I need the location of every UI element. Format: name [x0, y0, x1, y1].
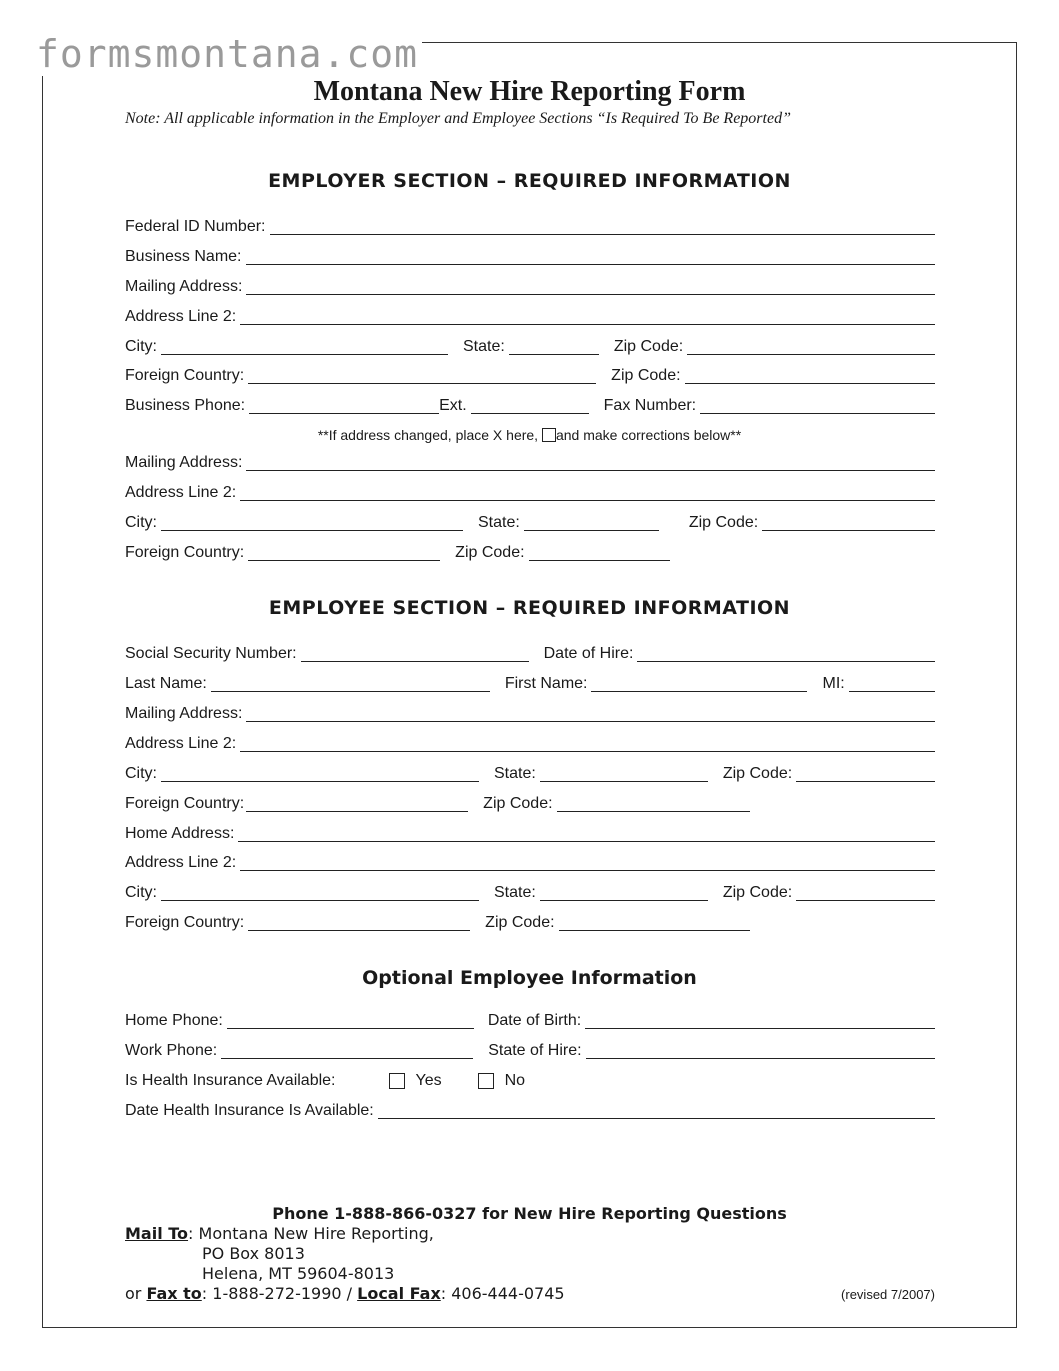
ssn-field[interactable] [301, 661, 529, 662]
employer-new-mailing-address-field[interactable] [246, 470, 935, 471]
employee-home-zip-field[interactable] [796, 900, 935, 901]
local-fax-number: : 406-444-0745 [440, 1284, 565, 1303]
health-insurance-no-label: No [504, 1072, 526, 1089]
fax-number-label: Fax Number: [603, 397, 697, 414]
health-insurance-label: Is Health Insurance Available: [125, 1072, 336, 1089]
employer-business-name-row [125, 245, 935, 267]
employer-new-foreign-zip-field[interactable] [529, 560, 670, 561]
mail-to-address-line1: : Montana New Hire Reporting, [188, 1224, 434, 1243]
employee-mailing-line2-label: Address Line 2: [125, 735, 237, 752]
employer-mailing-address-row [125, 275, 935, 297]
employer-new-foreign-zip-label: Zip Code: [455, 544, 525, 561]
employee-ssn-row [125, 642, 935, 664]
employee-mailing-address-label: Mailing Address: [125, 705, 243, 722]
employee-home-foreign-row [125, 911, 750, 933]
employer-new-foreign-country-label: Foreign Country: [125, 544, 245, 561]
employer-address-line2-field[interactable] [240, 324, 935, 325]
mail-to-line [125, 1224, 434, 1243]
mail-to-address-line2: PO Box 8013 [202, 1244, 305, 1263]
work-phone-field[interactable] [221, 1058, 473, 1059]
employer-new-state-label: State: [478, 514, 520, 531]
employer-federal-id-row [125, 215, 935, 237]
employee-home-line2-row [125, 851, 935, 873]
employer-new-city-field[interactable] [161, 530, 463, 531]
employee-mailing-line2-row [125, 732, 935, 754]
employer-new-mailing-address-row [125, 451, 935, 473]
employer-foreign-country-field[interactable] [248, 383, 596, 384]
employer-foreign-zip-field[interactable] [685, 383, 935, 384]
state-of-hire-label: State of Hire: [488, 1042, 582, 1059]
employee-mailing-city-label: City: [125, 765, 157, 782]
employee-mailing-zip-field[interactable] [796, 781, 935, 782]
employer-state-label: State: [463, 338, 505, 355]
employer-foreign-zip-label: Zip Code: [611, 367, 681, 384]
employee-home-line2-field[interactable] [240, 870, 935, 871]
employee-mailing-state-field[interactable] [540, 781, 708, 782]
ext-field[interactable] [471, 413, 589, 414]
address-change-note [0, 427, 1059, 443]
date-of-hire-label: Date of Hire: [543, 645, 634, 662]
home-phone-field[interactable] [227, 1028, 474, 1029]
mi-label: MI: [822, 675, 845, 692]
health-insurance-yes-checkbox[interactable] [389, 1073, 405, 1089]
employee-mailing-address-field[interactable] [246, 721, 935, 722]
employee-mailing-foreign-row [125, 792, 750, 814]
address-change-text-after: and make corrections below** [555, 427, 742, 443]
employer-new-city-label: City: [125, 514, 157, 531]
employer-zip-label: Zip Code: [613, 338, 684, 355]
address-change-text-before: **If address changed, place X here, [317, 427, 542, 443]
employee-home-foreign-zip-field[interactable] [559, 930, 750, 931]
employee-mailing-state-label: State: [494, 765, 536, 782]
address-changed-checkbox[interactable] [542, 428, 556, 442]
optional-work-phone-row [125, 1039, 935, 1061]
employer-city-row [125, 335, 935, 357]
date-of-birth-label: Date of Birth: [487, 1012, 582, 1029]
employee-home-foreign-field[interactable] [248, 930, 470, 931]
employee-mailing-city-field[interactable] [161, 781, 479, 782]
date-of-hire-field[interactable] [637, 661, 935, 662]
health-insurance-yes-label: Yes [415, 1072, 442, 1089]
employer-new-zip-field[interactable] [762, 530, 935, 531]
fax-to-number: : 1-888-272-1990 / [201, 1284, 358, 1303]
employee-mailing-city-row [125, 762, 935, 784]
employer-address-line2-label: Address Line 2: [125, 308, 237, 325]
date-of-birth-field[interactable] [585, 1028, 935, 1029]
mi-field[interactable] [849, 691, 935, 692]
employee-home-city-row [125, 881, 935, 903]
employer-zip-field[interactable] [687, 354, 935, 355]
home-phone-label: Home Phone: [125, 1012, 223, 1029]
optional-home-phone-row [125, 1009, 935, 1031]
employee-home-foreign-label: Foreign Country: [125, 914, 245, 931]
form-note: Note: All applicable information in the Employer and Employee Sections “Is Required To Be Reported” [125, 110, 791, 127]
health-insurance-no-checkbox[interactable] [478, 1073, 494, 1089]
phone-questions: Phone 1-888-866-0327 for New Hire Reporting Questions [272, 1204, 787, 1223]
employee-mailing-foreign-zip-field[interactable] [557, 811, 750, 812]
employer-mailing-address-field[interactable] [246, 294, 935, 295]
employee-home-state-field[interactable] [540, 900, 708, 901]
employee-home-state-label: State: [494, 884, 536, 901]
employer-address-line2-row [125, 305, 935, 327]
fax-to-label: Fax to [146, 1284, 202, 1303]
work-phone-label: Work Phone: [125, 1042, 218, 1059]
employer-state-field[interactable] [509, 354, 599, 355]
home-address-label: Home Address: [125, 825, 235, 842]
employee-home-line2-label: Address Line 2: [125, 854, 237, 871]
first-name-label: First Name: [504, 675, 588, 692]
employer-new-foreign-country-field[interactable] [248, 560, 440, 561]
federal-id-field[interactable] [270, 234, 936, 235]
employer-phone-row [125, 394, 935, 416]
first-name-field[interactable] [591, 691, 807, 692]
employee-home-foreign-zip-label: Zip Code: [485, 914, 555, 931]
watermark: formsmontana.com [36, 32, 422, 76]
business-phone-field[interactable] [249, 413, 439, 414]
employee-home-city-field[interactable] [161, 900, 479, 901]
fax-line [125, 1284, 565, 1303]
last-name-field[interactable] [211, 691, 490, 692]
employer-foreign-country-label: Foreign Country: [125, 367, 245, 384]
last-name-label: Last Name: [125, 675, 207, 692]
employer-new-address-line2-row [125, 481, 935, 503]
employee-home-city-label: City: [125, 884, 157, 901]
employee-name-row [125, 672, 935, 694]
form-title: Montana New Hire Reporting Form [313, 76, 746, 107]
optional-section-heading: Optional Employee Information [362, 967, 697, 989]
employee-mailing-foreign-zip-label: Zip Code: [483, 795, 553, 812]
federal-id-label: Federal ID Number: [125, 218, 266, 235]
employee-mailing-foreign-field[interactable] [246, 811, 468, 812]
date-health-insurance-field[interactable] [378, 1118, 935, 1119]
employee-section-heading: EMPLOYEE SECTION – REQUIRED INFORMATION [268, 597, 791, 619]
employer-new-address-line2-label: Address Line 2: [125, 484, 237, 501]
employer-new-zip-label: Zip Code: [688, 514, 759, 531]
employer-new-foreign-country-row [125, 541, 670, 563]
date-health-insurance-label: Date Health Insurance Is Available: [125, 1102, 374, 1119]
employee-mailing-line2-field[interactable] [240, 751, 935, 752]
employer-mailing-address-label: Mailing Address: [125, 278, 243, 295]
employee-mailing-address-row [125, 702, 935, 724]
employer-city-field[interactable] [161, 354, 448, 355]
ssn-label: Social Security Number: [125, 645, 297, 662]
employer-section-heading: EMPLOYER SECTION – REQUIRED INFORMATION [268, 170, 791, 192]
employer-foreign-country-row [125, 364, 935, 386]
revised-date: (revised 7/2007) [841, 1287, 935, 1302]
fax-number-field[interactable] [700, 413, 935, 414]
employer-new-city-row [125, 511, 935, 533]
mail-to-address-line3: Helena, MT 59604-8013 [202, 1264, 395, 1283]
business-name-label: Business Name: [125, 248, 242, 265]
business-phone-label: Business Phone: [125, 397, 246, 414]
employer-new-mailing-address-label: Mailing Address: [125, 454, 243, 471]
home-address-field[interactable] [238, 841, 935, 842]
optional-date-health-row [125, 1099, 935, 1121]
employer-city-label: City: [125, 338, 157, 355]
employer-new-address-line2-field[interactable] [240, 500, 935, 501]
employee-mailing-zip-label: Zip Code: [722, 765, 793, 782]
ext-label: Ext. [439, 397, 467, 414]
state-of-hire-field[interactable] [586, 1058, 935, 1059]
local-fax-label: Local Fax [357, 1284, 441, 1303]
fax-or-text: or [125, 1284, 147, 1303]
employee-mailing-foreign-label: Foreign Country: [125, 795, 245, 812]
business-name-field[interactable] [246, 264, 936, 265]
mail-to-label: Mail To [125, 1224, 189, 1243]
employer-new-state-field[interactable] [524, 530, 659, 531]
employee-home-address-row [125, 822, 935, 844]
employee-home-zip-label: Zip Code: [722, 884, 793, 901]
optional-health-insurance-row [125, 1069, 935, 1091]
